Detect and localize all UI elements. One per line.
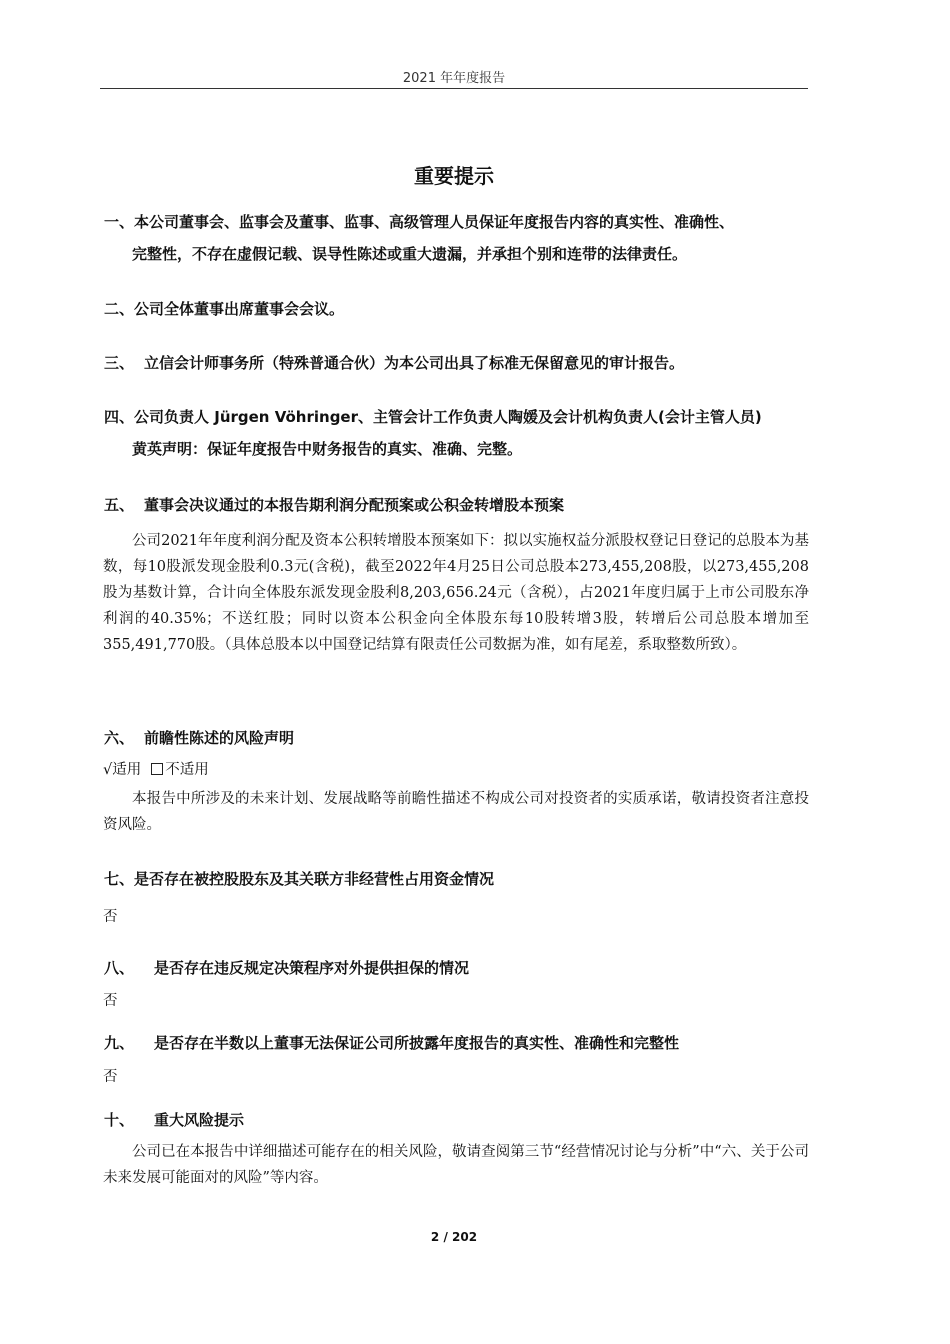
section-3-number: 三、 [104,354,135,372]
major-risk-paragraph: 公司已在本报告中详细描述可能存在的相关风险，敬请查阅第三节“经营情况讨论与分析”中“六、关于公司未来发展可能面对的风险”等内容。 [103,1144,809,1186]
checkbox-icon [151,763,163,775]
section-6-text: 前瞻性陈述的风险声明 [144,729,295,747]
page-number: 2 / 202 [430,1230,478,1244]
section-4-text-line2: 黄英声明：保证年度报告中财务报告的真实、准确、完整。 [132,440,523,458]
section-2 [104,293,814,325]
section-1 [104,206,814,270]
section-10-text: 重大风险提示 [154,1111,245,1129]
section-1-text-line2: 完整性，不存在虚假记载、误导性陈述或重大遗漏，并承担个别和连带的法律责任。 [132,245,688,263]
forward-looking-paragraph: 本报告中所涉及的未来计划、发展战略等前瞻性描述不构成公司对投资者的实质承诺，敬请投资者注意投资风险。 [103,791,809,833]
section-6 [104,722,814,754]
option-applicable: √适用 [103,762,142,778]
section-7-text: 是否存在被控股股东及其关联方非经营性占用资金情况 [134,870,495,888]
section-6-number: 六、 [104,729,135,747]
section-2-number: 二、 [104,300,135,318]
section-10-number: 十、 [104,1111,135,1129]
section-2-text: 公司全体董事出席董事会会议。 [134,300,345,318]
option-not-applicable: 不适用 [165,762,209,778]
header-divider [100,88,808,89]
section-1-text-line1: 本公司董事会、监事会及董事、监事、高级管理人员保证年度报告内容的真实性、准确性、 [134,213,735,231]
section-8 [104,952,814,984]
section-3 [104,347,814,379]
section-4 [104,401,814,465]
section-8-text: 是否存在违反规定决策程序对外提供担保的情况 [154,959,470,977]
section-8-answer: 否 [103,993,118,1009]
section-7-answer: 否 [103,909,118,925]
section-9-answer: 否 [103,1069,118,1085]
section-7-number: 七、 [104,870,135,888]
section-4-number: 四、 [104,408,135,426]
section-7 [104,863,814,895]
section-4-text-line1: 公司负责人 Jürgen Vöhringer、主管会计工作负责人陶媛及会计机构负责人(会计主管人员) [134,408,762,426]
profit-distribution-paragraph: 公司2021年年度利润分配及资本公积转增股本预案如下：拟以实施权益分派股权登记日登记的总股本为基数，每10股派发现金股利0.3元(含税)，截至2022年4月25日公司总股本273,455,208股，以273,455,208股为基数计算，合计向全体股东派发现金股利8,203,656.24元（含税），占2021年度归属于上市公司股东净利润的40.35%；不送红股；同时以资本公积金向全体股东每10股转增3股，转增后公司总股本增加至355,491,770股。（具体总股本以中国登记结算有限责任公司数据为准，如有尾差，系取整数所致）。 [103,533,809,653]
section-9-text: 是否存在半数以上董事无法保证公司所披露年度报告的真实性、准确性和完整性 [154,1034,680,1052]
section-5 [104,489,814,521]
applicability-options [103,759,209,781]
section-3-text: 立信会计师事务所（特殊普通合伙）为本公司出具了标准无保留意见的审计报告。 [144,354,685,372]
section-1-number: 一、 [104,213,135,231]
section-9-number: 九、 [104,1034,135,1052]
section-5-number: 五、 [104,496,135,514]
section-8-number: 八、 [104,959,135,977]
page-title: 重要提示 [414,164,494,188]
section-9 [104,1027,814,1059]
section-5-text: 董事会决议通过的本报告期利润分配预案或公积金转增股本预案 [144,496,565,514]
running-header: 2021 年年度报告 [402,71,506,86]
section-10 [104,1104,814,1136]
